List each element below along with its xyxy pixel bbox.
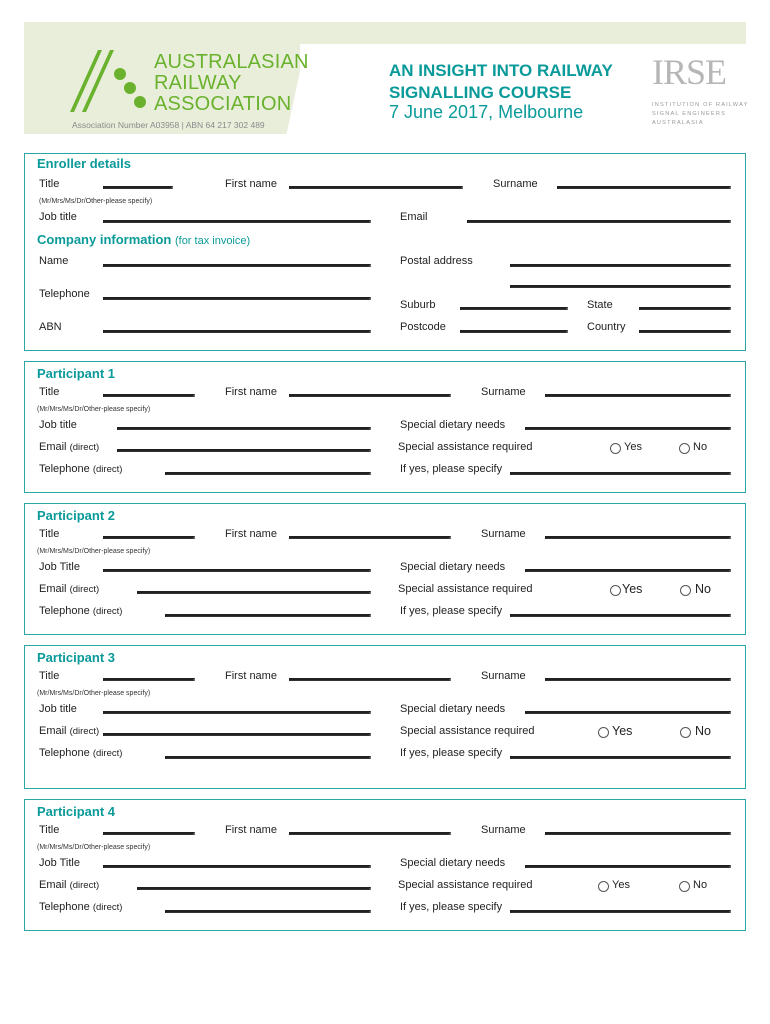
- participant-4-section: [24, 799, 746, 931]
- participant-4-job-title-label: Job Title: [39, 857, 80, 869]
- participant-2-email-field[interactable]: [137, 591, 371, 594]
- participant-3-yes-radio[interactable]: [598, 727, 609, 738]
- participant-3-no-radio[interactable]: [680, 727, 691, 738]
- enroller-first-name-field[interactable]: [289, 186, 463, 189]
- company-name-field[interactable]: [103, 264, 371, 267]
- participant-4-telephone-field[interactable]: [165, 910, 371, 913]
- enroller-surname-field[interactable]: [557, 186, 731, 189]
- enroller-email-label: Email: [400, 211, 428, 223]
- participant-2-job-title-label: Job Title: [39, 561, 80, 573]
- participant-1-specify-field[interactable]: [510, 472, 731, 475]
- irse-logo: [652, 52, 749, 132]
- participant-3-title-hint: (Mr/Mrs/Ms/Dr/Other-please specify): [37, 690, 151, 697]
- participant-1-email-label: [39, 441, 99, 453]
- participant-4-dietary-label: Special dietary needs: [400, 857, 506, 869]
- participant-1-yes-label: Yes: [624, 441, 642, 453]
- company-telephone-field[interactable]: [103, 297, 371, 300]
- participant-1-email-note: (direct): [69, 442, 100, 453]
- participant-3-section: [24, 645, 746, 789]
- postal-address-label: Postal address: [400, 255, 473, 267]
- participant-3-surname-field[interactable]: [545, 678, 731, 681]
- participant-3-job-title-field[interactable]: [103, 711, 371, 714]
- participant-4-email-label: [39, 879, 99, 891]
- company-heading: [37, 232, 250, 247]
- participant-3-dietary-label: Special dietary needs: [400, 703, 506, 715]
- participant-3-telephone-text: Telephone: [39, 747, 90, 759]
- participant-1-yes-radio[interactable]: [610, 443, 621, 454]
- participant-4-email-note: (direct): [69, 880, 100, 891]
- participant-2-heading: Participant 2: [37, 508, 116, 523]
- enroller-section: [24, 153, 746, 351]
- course-title-line2: SIGNALLING COURSE: [389, 83, 572, 102]
- postal-address-field-2[interactable]: [510, 285, 731, 288]
- participant-1-dietary-field[interactable]: [525, 427, 731, 430]
- enroller-surname-label: Surname: [493, 178, 538, 190]
- participant-3-telephone-note: (direct): [92, 748, 123, 759]
- participant-2-telephone-label: [39, 605, 122, 617]
- participant-4-surname-label: Surname: [481, 824, 526, 836]
- participant-2-title-label: Title: [39, 528, 60, 540]
- enroller-job-title-label: Job title: [39, 211, 77, 223]
- participant-4-no-label: No: [693, 879, 708, 891]
- participant-2-dietary-label: Special dietary needs: [400, 561, 506, 573]
- participant-4-title-hint: (Mr/Mrs/Ms/Dr/Other-please specify): [37, 844, 151, 851]
- participant-1-telephone-label: [39, 463, 122, 475]
- abn-label: ABN: [39, 321, 62, 333]
- participant-1-job-title-label: Job title: [39, 419, 77, 431]
- participant-4-surname-field[interactable]: [545, 832, 731, 835]
- enroller-first-name-label: First name: [225, 178, 277, 190]
- participant-3-job-title-label: Job title: [39, 703, 77, 715]
- participant-1-no-radio[interactable]: [679, 443, 690, 454]
- participant-4-specify-label: If yes, please specify: [400, 901, 503, 913]
- participant-2-title-field[interactable]: [103, 536, 195, 539]
- participant-2-assistance-label: Special assistance required: [398, 583, 533, 595]
- ara-logo-icon: [68, 44, 148, 116]
- org-name-line2: RAILWAY: [154, 72, 242, 94]
- irse-line1: INSTITUTION OF RAILWAY: [652, 102, 749, 108]
- postcode-field[interactable]: [460, 330, 568, 333]
- participant-4-title-label: Title: [39, 824, 60, 836]
- participant-2-title-hint: (Mr/Mrs/Ms/Dr/Other-please specify): [37, 548, 151, 555]
- participant-2-telephone-note: (direct): [92, 606, 123, 617]
- participant-2-email-text: Email: [39, 583, 67, 595]
- company-heading-note: (for tax invoice): [174, 235, 251, 247]
- participant-2-surname-field[interactable]: [545, 536, 731, 539]
- participant-2-surname-label: Surname: [481, 528, 526, 540]
- company-name-label: Name: [39, 255, 69, 267]
- participant-3-telephone-label: [39, 747, 122, 759]
- participant-3-assistance-label: Special assistance required: [400, 725, 535, 737]
- participant-1-email-text: Email: [39, 441, 67, 453]
- org-name: [154, 52, 309, 115]
- irse-line3: AUSTRALASIA: [652, 120, 704, 126]
- participant-4-heading: Participant 4: [37, 804, 116, 819]
- participant-4-email-field[interactable]: [137, 887, 371, 890]
- participant-3-dietary-field[interactable]: [525, 711, 731, 714]
- participant-4-first-name-field[interactable]: [289, 832, 451, 835]
- participant-4-telephone-text: Telephone: [39, 901, 90, 913]
- participant-3-first-name-field[interactable]: [289, 678, 451, 681]
- participant-3-email-label: [39, 725, 99, 737]
- enroller-email-field[interactable]: [467, 220, 731, 223]
- participant-4-assistance-label: Special assistance required: [398, 879, 533, 891]
- participant-2-telephone-text: Telephone: [39, 605, 90, 617]
- participant-3-heading: Participant 3: [37, 650, 116, 665]
- company-heading-text: Company information: [37, 232, 172, 247]
- participant-3-email-field[interactable]: [103, 733, 371, 736]
- participant-3-email-note: (direct): [69, 726, 100, 737]
- participant-1-title-hint: (Mr/Mrs/Ms/Dr/Other-please specify): [37, 406, 151, 413]
- course-title-line1: AN INSIGHT INTO RAILWAY: [389, 61, 613, 80]
- participant-1-surname-field[interactable]: [545, 394, 731, 397]
- course-date: 7 June 2017, Melbourne: [389, 102, 584, 122]
- participant-3-title-label: Title: [39, 670, 60, 682]
- suburb-label: Suburb: [400, 299, 436, 311]
- participant-2-specify-field[interactable]: [510, 614, 731, 617]
- postal-address-field[interactable]: [510, 264, 731, 267]
- participant-4-job-title-field[interactable]: [103, 865, 371, 868]
- association-number: Association Number A03958 | ABN 64 217 302 489: [72, 120, 265, 130]
- participant-3-title-field[interactable]: [103, 678, 195, 681]
- org-name-line3: ASSOCIATION: [154, 93, 292, 115]
- participant-1-surname-label: Surname: [481, 386, 526, 398]
- participant-1-first-name-field[interactable]: [289, 394, 451, 397]
- participant-2-first-name-label: First name: [225, 528, 277, 540]
- enroller-title-field[interactable]: [103, 186, 173, 189]
- participant-3-yes-label: Yes: [612, 724, 633, 738]
- participant-4-dietary-field[interactable]: [525, 865, 731, 868]
- participant-2-email-note: (direct): [69, 584, 100, 595]
- participant-4-yes-label: Yes: [612, 879, 630, 891]
- participant-4-title-field[interactable]: [103, 832, 195, 835]
- participant-2-email-label: [39, 583, 99, 595]
- participant-1-email-field[interactable]: [117, 449, 371, 452]
- irse-line2: SIGNAL ENGINEERS: [652, 111, 727, 117]
- abn-field[interactable]: [103, 330, 371, 333]
- participant-4-first-name-label: First name: [225, 824, 277, 836]
- participant-1-assistance-label: Special assistance required: [398, 441, 533, 453]
- participant-2-yes-label: Yes: [622, 582, 643, 596]
- participant-4-telephone-note: (direct): [92, 902, 123, 913]
- participant-1-section: [24, 361, 746, 493]
- participant-3-specify-field[interactable]: [510, 756, 731, 759]
- participant-1-job-title-field[interactable]: [117, 427, 371, 430]
- participant-2-first-name-field[interactable]: [289, 536, 451, 539]
- participant-3-telephone-field[interactable]: [165, 756, 371, 759]
- participant-4-email-text: Email: [39, 879, 67, 891]
- participant-3-email-text: Email: [39, 725, 67, 737]
- company-telephone-label: Telephone: [39, 288, 90, 300]
- participant-3-surname-label: Surname: [481, 670, 526, 682]
- participant-1-first-name-label: First name: [225, 386, 277, 398]
- org-name-line1: AUSTRALASIAN: [154, 51, 309, 73]
- participant-1-specify-label: If yes, please specify: [400, 463, 503, 475]
- participant-1-title-field[interactable]: [103, 394, 195, 397]
- participant-1-no-label: No: [693, 441, 708, 453]
- participant-4-telephone-label: [39, 901, 122, 913]
- participant-2-telephone-field[interactable]: [165, 614, 371, 617]
- suburb-field[interactable]: [460, 307, 568, 310]
- enroller-title-hint: (Mr/Mrs/Ms/Dr/Other-please specify): [39, 198, 153, 205]
- participant-4-specify-field[interactable]: [510, 910, 731, 913]
- participant-3-no-label: No: [695, 724, 711, 738]
- participant-2-specify-label: If yes, please specify: [400, 605, 503, 617]
- irse-mark: IRSE: [652, 52, 727, 92]
- country-label: Country: [587, 321, 626, 333]
- postcode-label: Postcode: [400, 321, 446, 333]
- enroller-title-label: Title: [39, 178, 60, 190]
- country-field[interactable]: [639, 330, 731, 333]
- participant-4-no-radio[interactable]: [679, 881, 690, 892]
- course-title: [389, 60, 613, 104]
- participant-1-dietary-label: Special dietary needs: [400, 419, 506, 431]
- participant-3-first-name-label: First name: [225, 670, 277, 682]
- state-label: State: [587, 299, 613, 311]
- enroller-job-title-field[interactable]: [103, 220, 371, 223]
- participant-4-yes-radio[interactable]: [598, 881, 609, 892]
- participant-2-section: [24, 503, 746, 635]
- participant-1-title-label: Title: [39, 386, 60, 398]
- participant-2-no-radio[interactable]: [680, 585, 691, 596]
- participant-2-dietary-field[interactable]: [525, 569, 731, 572]
- participant-1-telephone-note: (direct): [92, 464, 123, 475]
- state-field[interactable]: [639, 307, 731, 310]
- participant-1-telephone-text: Telephone: [39, 463, 90, 475]
- participant-1-heading: Participant 1: [37, 366, 116, 381]
- participant-2-yes-radio[interactable]: [610, 585, 621, 596]
- participant-1-telephone-field[interactable]: [165, 472, 371, 475]
- enroller-heading: Enroller details: [37, 156, 131, 171]
- participant-3-specify-label: If yes, please specify: [400, 747, 503, 759]
- participant-2-job-title-field[interactable]: [103, 569, 371, 572]
- participant-2-no-label: No: [695, 582, 711, 596]
